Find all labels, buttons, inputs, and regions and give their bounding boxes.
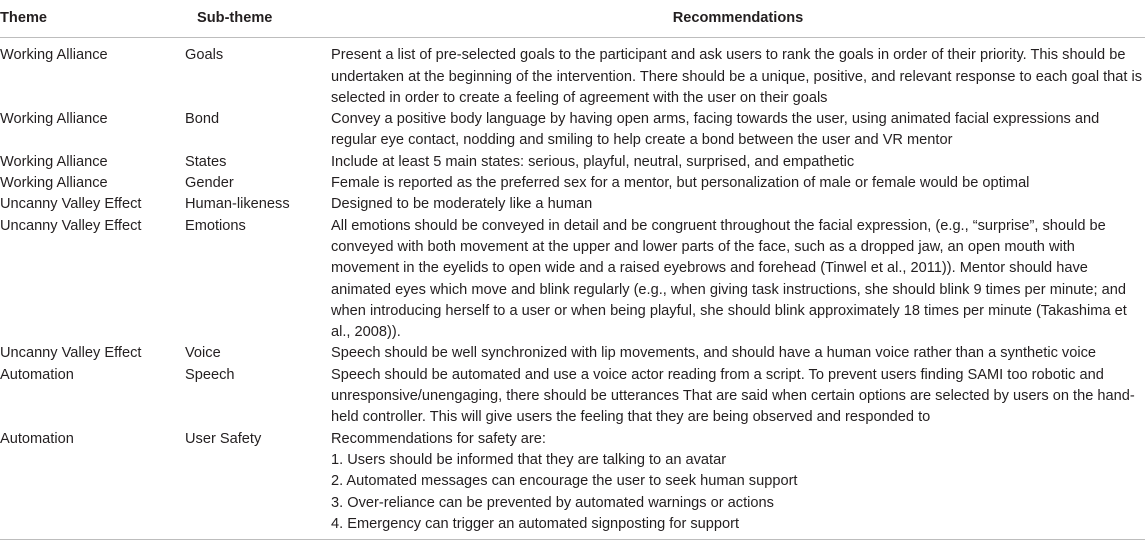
cell-recommendation: Present a list of pre-selected goals to the participant and ask users to rank the goals in order of their priority. This should be undertaken at the beginning of the intervention. There should be a unique, positive, and relevant response to each goal that is selected in order to create a feeling of agreement with the user on their goals (331, 47, 1143, 106)
cell-recommendation: Speech should be automated and use a voice actor reading from a script. To prevent users finding SAMI too robotic and unresponsive/unengaging, there should be utterances That are said when certain options are selected by users on the hand-held controller. This will give users the feeling that they are being observed and responded to (331, 366, 1135, 426)
safety-intro: Recommendations for safety are: (331, 430, 546, 447)
table-row (0, 365, 1145, 429)
cell-theme: Uncanny Valley Effect (0, 217, 142, 234)
cell-subtheme: Gender (185, 175, 234, 192)
table-row (0, 194, 1145, 215)
cell-theme: Automation (0, 366, 74, 383)
safety-item: 4. Emergency can trigger an automated signposting for support (331, 515, 740, 532)
cell-recommendation: Designed to be moderately like a human (331, 196, 593, 213)
cell-recommendation: Include at least 5 main states: serious, playful, neutral, surprised, and empathetic (331, 153, 855, 170)
cell-theme: Uncanny Valley Effect (0, 196, 142, 213)
cell-theme: Uncanny Valley Effect (0, 345, 142, 362)
cell-theme: Working Alliance (0, 111, 108, 128)
cell-subtheme: States (185, 153, 227, 170)
cell-theme: Working Alliance (0, 175, 108, 192)
table-row (0, 38, 1145, 109)
cell-subtheme: User Safety (172, 429, 331, 540)
header-subtheme: Sub-theme (172, 0, 331, 38)
cell-theme: Working Alliance (0, 47, 108, 64)
table-row (0, 343, 1145, 364)
cell-subtheme: Voice (185, 345, 221, 362)
cell-subtheme: Human-likeness (185, 196, 290, 213)
table-row (0, 109, 1145, 152)
safety-item: 1. Users should be informed that they are talking to an avatar (331, 451, 727, 468)
cell-subtheme: Bond (185, 111, 220, 128)
safety-item: 2. Automated messages can encourage the user to seek human support (331, 473, 798, 490)
header-recommendations: Recommendations (331, 0, 1145, 38)
table-row (0, 152, 1145, 173)
table-row (0, 429, 1145, 540)
table-row (0, 216, 1145, 344)
cell-recommendation: All emotions should be conveyed in detail and be congruent throughout the facial expression, (e.g., “surprise”, should be conveyed with both movement at the upper and lower parts of the face, such as a dropped jaw, an open mouth with movement in the eyelids to open wide and a raised eyebrows and forehead (Tinwel et al., 2011)). Mentor should have animated eyes which move and blink regularly (e.g., when giving task instructions, she should blink 9 times per minute; and when introducing herself to a user or when being playful, she should blink approximately 18 times per minute (Takashima et al., 2008)). (331, 217, 1127, 341)
safety-item: 3. Over-reliance can be prevented by automated warnings or actions (331, 494, 774, 511)
cell-recommendation (331, 429, 1145, 540)
cell-recommendation: Convey a positive body language by having open arms, facing towards the user, using animated facial expressions and regular eye contact, nodding and smiling to help create a bond between the user and VR mentor (331, 111, 1100, 149)
cell-subtheme: Goals (185, 47, 224, 64)
cell-recommendation: Speech should be well synchronized with lip movements, and should have a human voice rather than a synthetic voice (331, 345, 1096, 362)
table-row (0, 173, 1145, 194)
cell-theme: Automation (0, 429, 172, 540)
header-row (0, 0, 1145, 38)
cell-recommendation: Female is reported as the preferred sex for a mentor, but personalization of male or female would be optimal (331, 175, 1030, 192)
cell-subtheme: Emotions (185, 217, 246, 234)
header-theme: Theme (0, 0, 172, 38)
cell-theme: Working Alliance (0, 153, 108, 170)
cell-subtheme: Speech (185, 366, 235, 383)
